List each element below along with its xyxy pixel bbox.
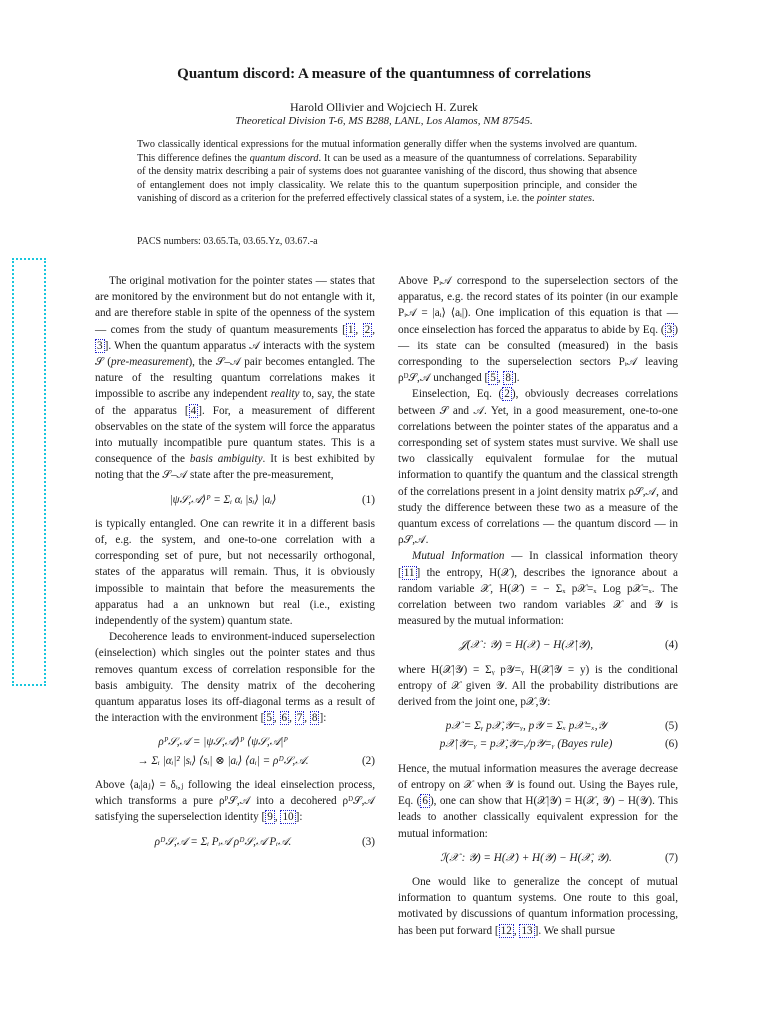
citation-link[interactable]: 5 [490,372,496,385]
paragraph: The original motivation for the pointer states — states that are monitored by the environment but do not entangle with it, and are therefore stable in spite of the openness of the system — comes from the study of quantum measurements [ 1 , 2 , 3 ]. When the quantum apparatus 𝒜 interacts with the system 𝒮 (pre-measurement), the 𝒮–𝒜 pair becomes entangled. The nature of the resulting quantum correlations makes it impossible to ascribe any independent reality to, say, the state of the apparatus [ 4 ]. For, a measurement of different observables on the state of the system will force the apparatus into mutually incompatible pure quantum states. This is a consequence of the basis ambiguity. It is best exhibited by noting that the 𝒮–𝒜 state after the pre-measurement, [95,275,376,482]
equation-2-line-2: → Σᵢ |αᵢ|² |sᵢ⟩ ⟨sᵢ| ⊗ |aᵢ⟩ ⟨aᵢ| = ρᴰ𝒮,𝒜. (2) [137,754,375,767]
paragraph: Einselection, Eq. ( 2 ), obviously decreases correlations between 𝒮 and 𝒜. Yet, in a good measurement, one-to-one correlations between the pointer states of the apparatus and a corresponding set of system states must survive. We shall use two classically equivalent formulae for the mutual information to quantify the quantum and the classical strength of the correlations present in a joint density matrix ρ𝒮,𝒜, and study the difference between these two as a measure of the quantum excess of correlations — the quantum discord — in ρ𝒮,𝒜. [398,388,678,547]
citation-link[interactable]: 11 [403,566,415,579]
citation-link[interactable]: 2 [364,323,371,336]
equation-4: 𝒥(𝒳 : 𝒴) = H(𝒳) − H(𝒳|𝒴), (4) [458,639,678,652]
equation-7: ℐ(𝒳 : 𝒴) = H(𝒳) + H(𝒴) − H(𝒳, 𝒴). (7) [440,851,678,864]
citation-link[interactable]: 3 [97,339,103,352]
citation-link[interactable]: 2 [504,388,510,401]
citation-link[interactable]: 6 [281,712,288,725]
citation-link[interactable]: 8 [505,372,511,385]
citation-link[interactable]: 4 [190,404,197,417]
pacs-numbers: PACS numbers: 03.65.Ta, 03.65.Yz, 03.67.-a [137,236,318,247]
paragraph: Hence, the mutual information measures the average decrease of entropy on 𝒳 when 𝒴 is found out. Using the Bayes rule, Eq. ( 6 ), one can show that H(𝒳|𝒴) = H(𝒳, 𝒴) − H(𝒴). This leads to another classically equivalent expression for the mutual information: [398,762,679,840]
affiliation: Theoretical Division T-6, MS B288, LANL, Los Alamos, NM 87545. [235,115,533,127]
citation-link[interactable]: 12 [500,924,512,937]
citation-link[interactable]: 5 [266,712,272,725]
left-column [95,273,375,858]
citation-link[interactable]: 7 [296,712,303,725]
citation-link[interactable]: 8 [311,712,318,725]
paper-title: Quantum discord: A measure of the quantumness of correlations [177,66,591,82]
paragraph: Mutual Information — In classical information theory [ 11 ] the entropy, H(𝒳), describes the ignorance about a random variable 𝒳, H(𝒳) = − Σₓ p𝒳=ₓ Log p𝒳=ₓ. The correlation between two random variables 𝒳 and 𝒴 is measured by the mutual information: [398,550,678,628]
arxiv-stamp-box [12,258,46,686]
paragraph: where H(𝒳|𝒴) = Σᵧ p𝒴=ᵧ H(𝒳|𝒴 = y) is the conditional entropy of 𝒳 given 𝒴. All the probability distributions are derived from the joint one, p𝒳,𝒴: [398,663,678,709]
equation-2: ρᴾ𝒮,𝒜 = |ψ𝒮,𝒜⟩ᴾ ⟨ψ𝒮,𝒜|ᴾ [158,736,288,749]
right-column [398,273,678,939]
equation-1: |ψ𝒮,𝒜⟩ᴾ = Σᵢ αᵢ |sᵢ⟩ |aᵢ⟩ (1) [169,493,375,506]
equation-6: p𝒳|𝒴=ᵧ = p𝒳,𝒴=ᵧ/p𝒴=ᵧ (Bayes rule) (6) [439,738,678,751]
citation-link[interactable]: 3 [666,323,673,336]
citation-link[interactable]: 6 [422,795,428,808]
citation-link[interactable]: 10 [282,811,294,824]
equation-5: p𝒳 = Σᵧ p𝒳,𝒴=ᵧ, p𝒴 = Σₓ p𝒳=ₓ,𝒴 (5) [445,720,678,733]
citation-link[interactable]: 9 [267,811,273,824]
authors: Harold Ollivier and Wojciech H. Zurek [289,100,479,114]
abstract: Two classically identical expressions for the mutual information generally differ when the systems involved are quantum. This difference defines the quantum discord. It can be used as a measure of the quantumness of correlations. Separability of the density matrix describing a pair of systems does not guarantee vanishing of the discord, thus showing that absence of entanglement does not imply classicality. We relate this to the quantum superposition principle, and consider the vanishing of discord as a criterion for the preferred effectively classical states of a system, i.e. the pointer states. [137,139,638,204]
paragraph: is typically entangled. One can rewrite it in a different basis of, e.g. the system, and one-to-one correlation with a corresponding set of pure, but not necessarily orthogonal, states of the apparatus will remain. Thus, it is obviously impossible to maintain that before the measurements the apparatus had a an unknown but real (i.e., existing independently of the system) quantum state. [95,517,375,628]
paragraph: Above Pᵢ𝒜 correspond to the superselection sectors of the apparatus, e.g. the record states of its pointer (in our example Pᵢ𝒜 = |aᵢ⟩ ⟨aᵢ|). One implication of this equation is that — once einselection has forced the apparatus to abide by Eq. ( 3 ) — its state can be consulted (measured) in the basis corresponding to the superselection sectors Pᵢ𝒜 leaving ρᴰ𝒮,𝒜 unchanged [ 5 , 8 ]. [398,275,678,385]
paragraph: Decoherence leads to environment-induced superselection (einselection) which singles out the pointer states and thus removes quantum excess of correlation responsible for the basis ambiguity. The density matrix of the decohering quantum apparatus loses its off-diagonal terms as a result of the interaction with the environment [ 5 , 6 , 7 , 8 ]: [95,631,375,725]
citation-link[interactable]: 1 [347,323,354,336]
paragraph: One would like to generalize the concept of mutual information to quantum systems. One route to this goal, motivated by discussions of quantum information processing, has been put forward [ 12 , 13 ]. We shall pursue [398,875,678,937]
citation-link[interactable]: 13 [521,924,533,937]
equation-3: ρᴰ𝒮,𝒜 = Σᵢ Pᵢ𝒜 ρᴰ𝒮,𝒜 Pᵢ𝒜. (3) [154,835,375,848]
paragraph: Above ⟨aᵢ|aⱼ⟩ = δᵢ,ⱼ following the ideal einselection process, which transforms a pure ρᴾ𝒮,𝒜 into a decohered ρᴰ𝒮,𝒜 satisfying the superselection identity [ 9 , 10 ]: [95,778,375,824]
